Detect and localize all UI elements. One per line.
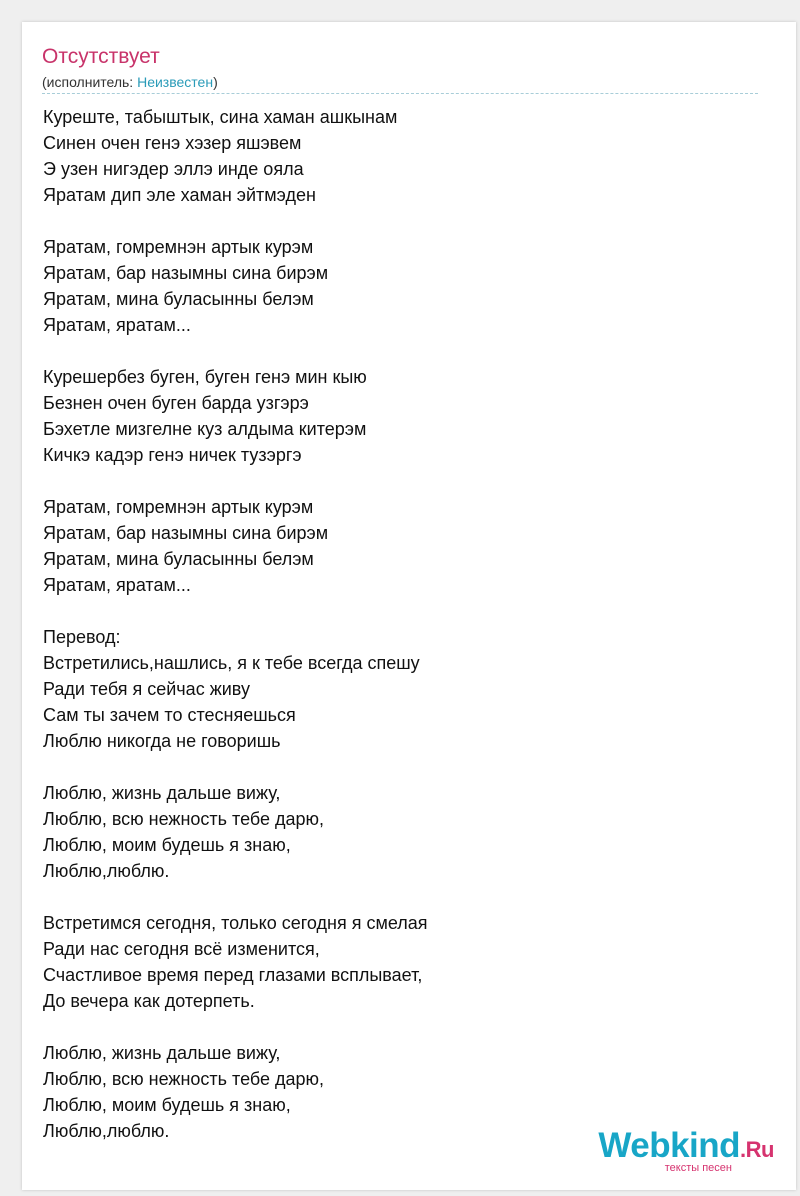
lyric-line: Кичкэ кадэр генэ ничек тузэргэ: [43, 445, 302, 465]
lyric-line: Люблю, жизнь дальше вижу,: [43, 783, 281, 803]
title-divider: [42, 93, 758, 94]
site-logo[interactable]: [584, 1126, 774, 1176]
lyric-line: Яратам, гомремнэн артык курэм: [43, 237, 314, 257]
lyric-line: Перевод:: [43, 627, 121, 647]
stanza-gap: [43, 468, 743, 494]
lyric-line: Люблю никогда не говоришь: [43, 731, 281, 751]
stanza-gap: [43, 884, 743, 910]
byline-suffix: ): [213, 74, 218, 90]
lyric-line: Люблю, всю нежность тебе дарю,: [43, 809, 325, 829]
stanza-gap: [43, 1014, 743, 1040]
song-title: Отсутствует: [42, 45, 160, 68]
logo-tagline: тексты песен: [664, 1162, 732, 1174]
lyric-line: Яратам, бар назымны сина бирэм: [43, 263, 329, 283]
lyric-line: До вечера как дотерпеть.: [43, 991, 255, 1011]
lyric-line: Встретимся сегодня, только сегодня я смелая: [43, 913, 428, 933]
lyric-line: Встретились,нашлись, я к тебе всегда спешу: [43, 653, 420, 673]
lyric-line: Синен очен генэ хэзер яшэвем: [43, 133, 302, 153]
logo-tld: .Ru: [740, 1137, 774, 1162]
lyric-line: Люблю, моим будешь я знаю,: [43, 835, 291, 855]
lyric-line: Яратам, гомремнэн артык курэм: [43, 497, 314, 517]
artist-byline: [42, 73, 218, 91]
lyric-line: Люблю,люблю.: [43, 861, 170, 881]
lyric-line: Сам ты зачем то стесняешься: [43, 705, 296, 725]
stanza-gap: [43, 598, 743, 624]
lyric-line: Яратам, яратам...: [43, 315, 191, 335]
lyric-line: Ради тебя я сейчас живу: [43, 679, 250, 699]
stanza-gap: [43, 208, 743, 234]
lyric-line: Люблю, моим будешь я знаю,: [43, 1095, 291, 1115]
lyric-line: Счастливое время перед глазами всплывает,: [43, 965, 423, 985]
lyric-line: Люблю, жизнь дальше вижу,: [43, 1043, 281, 1063]
lyric-line: Яратам, мина буласынны белэм: [43, 289, 314, 309]
stanza-gap: [43, 338, 743, 364]
logo-name: Webkind: [598, 1126, 741, 1165]
lyric-line: Яратам, яратам...: [43, 575, 191, 595]
lyric-line: Э узен нигэдер эллэ инде ояла: [43, 159, 304, 179]
lyric-line: Ради нас сегодня всё изменится,: [43, 939, 320, 959]
lyric-line: Безнен очен буген барда узгэрэ: [43, 393, 309, 413]
lyric-line: Куреште, табыштык, сина хаман ашкынам: [43, 107, 398, 127]
stanza-gap: [43, 754, 743, 780]
byline-prefix: (исполнитель:: [42, 74, 138, 90]
lyric-line: Яратам, бар назымны сина бирэм: [43, 523, 329, 543]
lyric-line: Яратам, мина буласынны белэм: [43, 549, 314, 569]
lyric-line: Яратам дип эле хаман эйтмэден: [43, 185, 316, 205]
lyrics-page: [22, 22, 796, 1190]
lyric-line: Бэхетле мизгелне куз алдыма китерэм: [43, 419, 367, 439]
lyric-line: Люблю, всю нежность тебе дарю,: [43, 1069, 325, 1089]
lyric-line: Курешербез буген, буген генэ мин кыю: [43, 367, 367, 387]
lyrics-text: [43, 104, 743, 1144]
lyric-line: Люблю,люблю.: [43, 1121, 170, 1141]
artist-link[interactable]: Неизвестен: [137, 74, 214, 90]
